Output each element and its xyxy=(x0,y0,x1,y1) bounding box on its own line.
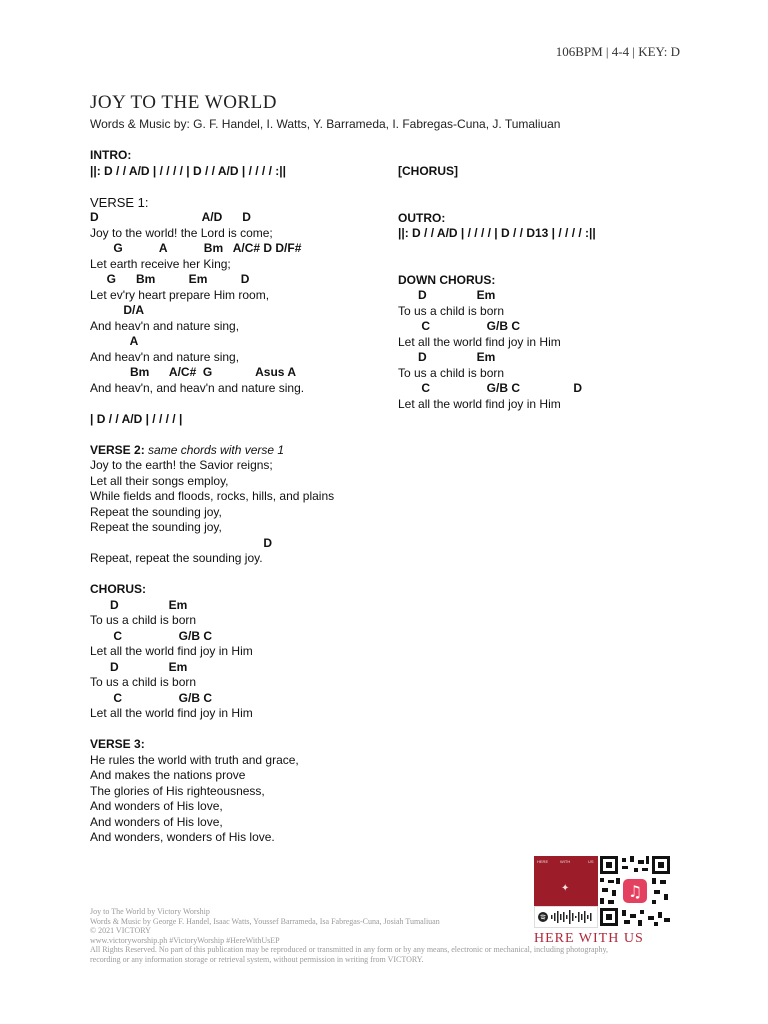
spacer xyxy=(398,257,698,273)
lyric-line xyxy=(398,397,698,413)
lyric-line-text: While fields and floods, rocks, hills, and plains xyxy=(90,489,335,503)
lyric-line-text: Repeat the sounding joy, xyxy=(90,504,222,519)
lyric-line xyxy=(90,830,390,846)
section-heading xyxy=(90,195,390,211)
footer-line: recording or any information storage or retrieval system, without permission in writing from VICTORY. xyxy=(90,954,424,964)
chord-line xyxy=(398,381,698,397)
lyric-line-text: Let all the world find joy in Him xyxy=(398,334,561,349)
chord-line-text: A xyxy=(90,334,139,348)
spacer xyxy=(398,242,698,258)
chord-line-text: D Em xyxy=(398,350,496,364)
svg-text:♫: ♫ xyxy=(627,882,643,901)
chord-line xyxy=(90,536,390,552)
spacer xyxy=(398,195,698,211)
section-heading-text: DOWN CHORUS: xyxy=(398,272,496,287)
chord-line xyxy=(90,334,390,350)
section-heading xyxy=(90,737,390,753)
chord-line xyxy=(90,272,390,288)
lyric-line-text: And wonders of His love, xyxy=(90,799,223,813)
lyric-line xyxy=(90,706,390,722)
spacer xyxy=(90,427,390,443)
chord-progression xyxy=(90,164,390,180)
chord-line-text: D Em xyxy=(90,659,188,674)
chord-line-text: D Em xyxy=(398,288,496,302)
chord-line-text: C G/B C xyxy=(398,319,521,333)
section-heading xyxy=(90,443,390,459)
lyric-line-text: Repeat, repeat the sounding joy. xyxy=(90,551,263,565)
lyric-line-text: Joy to the earth! the Savior reigns; xyxy=(90,458,273,472)
chord-line xyxy=(398,319,698,335)
chord-line xyxy=(90,691,390,707)
section-heading xyxy=(90,582,390,598)
chord-line-text: D A/D D xyxy=(90,210,251,224)
chord-line-text: C G/B C xyxy=(90,628,213,643)
lyric-line xyxy=(90,753,390,769)
lyric-line-text: And heav'n and nature sing, xyxy=(90,318,240,333)
chord-line xyxy=(90,365,390,381)
chord-line-text: D/A xyxy=(90,303,145,317)
lyric-line-text: Let ev'ry heart prepare Him room, xyxy=(90,287,270,302)
album-cover-label: US xyxy=(588,859,594,864)
section-note: same chords with verse 1 xyxy=(144,442,285,457)
lyric-line-text: Let all the world find joy in Him xyxy=(398,396,561,411)
star-icon: ✦ xyxy=(561,883,570,894)
qr-code[interactable] xyxy=(600,856,670,926)
lyric-line-text: And wonders of His love, xyxy=(90,814,223,829)
lyric-line-text: He rules the world with truth and grace, xyxy=(90,752,299,767)
chord-line-text: D xyxy=(90,535,273,550)
section-heading xyxy=(398,164,698,180)
section-heading-text: CHORUS: xyxy=(90,582,146,596)
lyric-line xyxy=(90,768,390,784)
lyric-line-text: The glories of His righteousness, xyxy=(90,783,265,798)
left-column xyxy=(90,148,390,846)
spacer xyxy=(90,567,390,583)
chord-line xyxy=(398,288,698,304)
lyric-line-text: And heav'n, and heav'n and nature sing. xyxy=(90,380,305,395)
lyric-line-text: And makes the nations prove xyxy=(90,768,246,782)
footer-line: www.victoryworship.ph #VictoryWorship #HereWithUsEP xyxy=(90,935,280,945)
song-credits: Words & Music by: G. F. Handel, I. Watts, Y. Barrameda, I. Fabregas-Cuna, J. Tumaliuan xyxy=(90,117,561,131)
lyric-line-text: Repeat the sounding joy, xyxy=(90,520,222,534)
section-heading-text: VERSE 3: xyxy=(90,737,145,751)
lyric-line xyxy=(398,304,698,320)
lyric-line-text: Let all their songs employ, xyxy=(90,473,229,488)
spotify-code[interactable] xyxy=(534,906,598,928)
section-heading xyxy=(398,273,698,289)
section-heading-text: VERSE 1: xyxy=(90,194,149,210)
section-heading xyxy=(90,148,390,164)
section-heading-text: [CHORUS] xyxy=(398,164,458,178)
lyric-line-text: And heav'n and nature sing, xyxy=(90,349,240,364)
lyric-line xyxy=(90,505,390,521)
chord-line xyxy=(90,303,390,319)
chord-progression xyxy=(398,226,698,242)
footer-line: Words & Music by George F. Handel, Isaac Watts, Youssef Barrameda, Isa Fabregas-Cuna, Josiah Tumaliuan xyxy=(90,916,440,926)
lyric-line xyxy=(90,520,390,536)
lyric-line xyxy=(90,257,390,273)
chord-progression-text: ||: D / / A/D | / / / / | D / / A/D | / / / / :|| xyxy=(90,163,286,178)
lyric-line-text: Joy to the world! the Lord is come; xyxy=(90,225,273,240)
spacer xyxy=(398,180,698,196)
section-heading-text: INTRO: xyxy=(90,148,132,162)
spacer xyxy=(90,722,390,738)
lyric-line xyxy=(90,613,390,629)
lyric-line-text: Let earth receive her King; xyxy=(90,256,231,271)
spacer xyxy=(90,396,390,412)
chord-line xyxy=(90,598,390,614)
chord-line xyxy=(90,629,390,645)
chord-line-text: C G/B C D xyxy=(398,381,583,395)
lyric-line xyxy=(90,226,390,242)
lyric-line xyxy=(90,288,390,304)
album-cover-label: HERE xyxy=(537,859,549,864)
chord-line-text: G Bm Em D xyxy=(90,272,250,286)
lyric-line-text: Let all the world find joy in Him xyxy=(90,644,253,658)
lyric-line xyxy=(90,815,390,831)
footer-line: Joy to The World by Victory Worship xyxy=(90,907,210,916)
lyric-line xyxy=(398,335,698,351)
spacer xyxy=(90,179,390,195)
song-title: JOY TO THE WORLD xyxy=(90,92,277,113)
footer-line: © 2021 VICTORY xyxy=(90,926,151,936)
right-column xyxy=(398,164,698,412)
spotify-icon xyxy=(535,907,597,927)
section-heading-text: OUTRO: xyxy=(398,210,446,225)
chord-line xyxy=(90,660,390,676)
song-meta: 106BPM | 4-4 | KEY: D xyxy=(555,44,680,59)
lyric-line xyxy=(398,366,698,382)
lyric-line xyxy=(90,381,390,397)
lyric-line xyxy=(90,551,390,567)
lyric-line-text: And wonders, wonders of His love. xyxy=(90,830,275,844)
chord-line-text: G A Bm A/C# D D/F# xyxy=(90,241,302,255)
section-heading-text: VERSE 2: xyxy=(90,442,145,457)
section-heading xyxy=(398,211,698,227)
footer-line: All Rights Reserved. No part of this publication may be reproduced or transmitted in any form or by any means, electronic or mechanical, including photography, xyxy=(90,945,609,955)
lyric-line-text: To us a child is born xyxy=(90,675,197,689)
lyric-line xyxy=(90,489,390,505)
lyric-line xyxy=(90,474,390,490)
lyric-line xyxy=(90,784,390,800)
chord-line xyxy=(90,241,390,257)
lyric-line xyxy=(90,799,390,815)
lyric-line-text: Let all the world find joy in Him xyxy=(90,706,253,720)
chord-line-text: C G/B C xyxy=(90,690,213,705)
chord-line-text: D Em xyxy=(90,597,188,612)
lyric-line xyxy=(90,350,390,366)
chord-progression-text: | D / / A/D | / / / / | xyxy=(90,411,183,426)
lyric-line xyxy=(90,319,390,335)
chord-progression xyxy=(90,412,390,428)
chord-line-text: Bm A/C# G Asus A xyxy=(90,365,297,379)
lyric-line-text: To us a child is born xyxy=(398,365,505,380)
lyric-line-text: To us a child is born xyxy=(398,303,505,318)
chord-line xyxy=(398,350,698,366)
album-cover-label: WITH xyxy=(560,859,571,864)
lyric-line xyxy=(90,458,390,474)
lyric-line-text: To us a child is born xyxy=(90,613,197,627)
chord-line xyxy=(90,210,390,226)
chord-progression-text: ||: D / / A/D | / / / / | D / / D13 | / / / / :|| xyxy=(398,226,596,240)
lyric-line xyxy=(90,675,390,691)
album-brand: HERE WITH US xyxy=(534,931,644,946)
lyric-line xyxy=(90,644,390,660)
